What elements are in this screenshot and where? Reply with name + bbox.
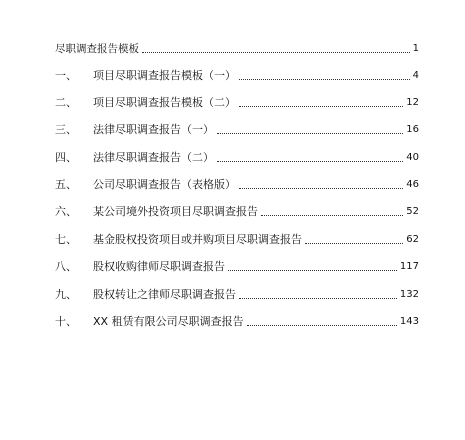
toc-entry-number: 二、 [55,96,77,109]
toc-entry-number: 八、 [55,260,77,273]
toc-dot-leader [247,325,397,326]
toc-dot-leader [239,79,410,80]
toc-entry-number: 一、 [55,69,77,82]
toc-dot-leader [239,106,403,107]
toc-entry-title: 尽职调查报告模板 [55,43,139,55]
toc-dot-leader [142,52,410,53]
toc-dot-leader [228,270,397,271]
toc-entry[interactable] [55,313,419,329]
toc-entry-title: XX 租赁有限公司尽职调查报告 [93,315,244,328]
toc-entry-number: 三、 [55,123,77,136]
toc-entry-page: 16 [406,124,419,135]
toc-entry-title: 法律尽职调查报告（一） [93,123,214,136]
toc-entry-number: 五、 [55,178,77,191]
toc-entry[interactable] [55,258,419,274]
toc-entry-number: 四、 [55,151,77,164]
toc-entry-number: 十、 [55,315,77,328]
toc-entry-page: 46 [406,179,419,190]
toc-entry[interactable] [55,67,419,83]
toc-entry[interactable] [55,149,419,165]
toc-entry-title: 基金股权投资项目或并购项目尽职调查报告 [93,233,302,246]
toc-entry[interactable] [55,40,419,56]
toc-entry-page: 12 [406,97,419,108]
toc-entry-page: 52 [406,206,419,217]
toc-entry-title: 法律尽职调查报告（二） [93,151,214,164]
toc-entry-title: 公司尽职调查报告（表格版） [93,178,236,191]
toc-entry-title: 项目尽职调查报告模板（一） [93,69,236,82]
toc-dot-leader [305,243,403,244]
toc-entry-number: 九、 [55,288,77,301]
toc-entry[interactable] [55,286,419,302]
toc-entry-number: 七、 [55,233,77,246]
toc-entry-page: 62 [406,234,419,245]
toc-entry[interactable] [55,231,419,247]
toc-entry[interactable] [55,203,419,219]
toc-entry-page: 4 [412,70,419,81]
toc-entry[interactable] [55,121,419,137]
toc-entry[interactable] [55,176,419,192]
toc-dot-leader [217,161,403,162]
toc-entry-title: 项目尽职调查报告模板（二） [93,96,236,109]
toc-entry-page: 40 [406,152,419,163]
toc-entry-page: 1 [412,43,419,54]
toc-entry-title: 某公司境外投资项目尽职调查报告 [93,205,258,218]
toc-entry-number: 六、 [55,205,77,218]
toc-entry-page: 117 [399,261,419,272]
toc-entry-page: 132 [399,289,419,300]
toc-dot-leader [239,298,397,299]
toc-entry-page: 143 [399,316,419,327]
toc-dot-leader [239,188,403,189]
toc-entry-title: 股权收购律师尽职调查报告 [93,260,225,273]
toc-entry[interactable] [55,94,419,110]
toc-dot-leader [261,215,403,216]
toc-entry-title: 股权转让之律师尽职调查报告 [93,288,236,301]
toc-dot-leader [217,133,403,134]
